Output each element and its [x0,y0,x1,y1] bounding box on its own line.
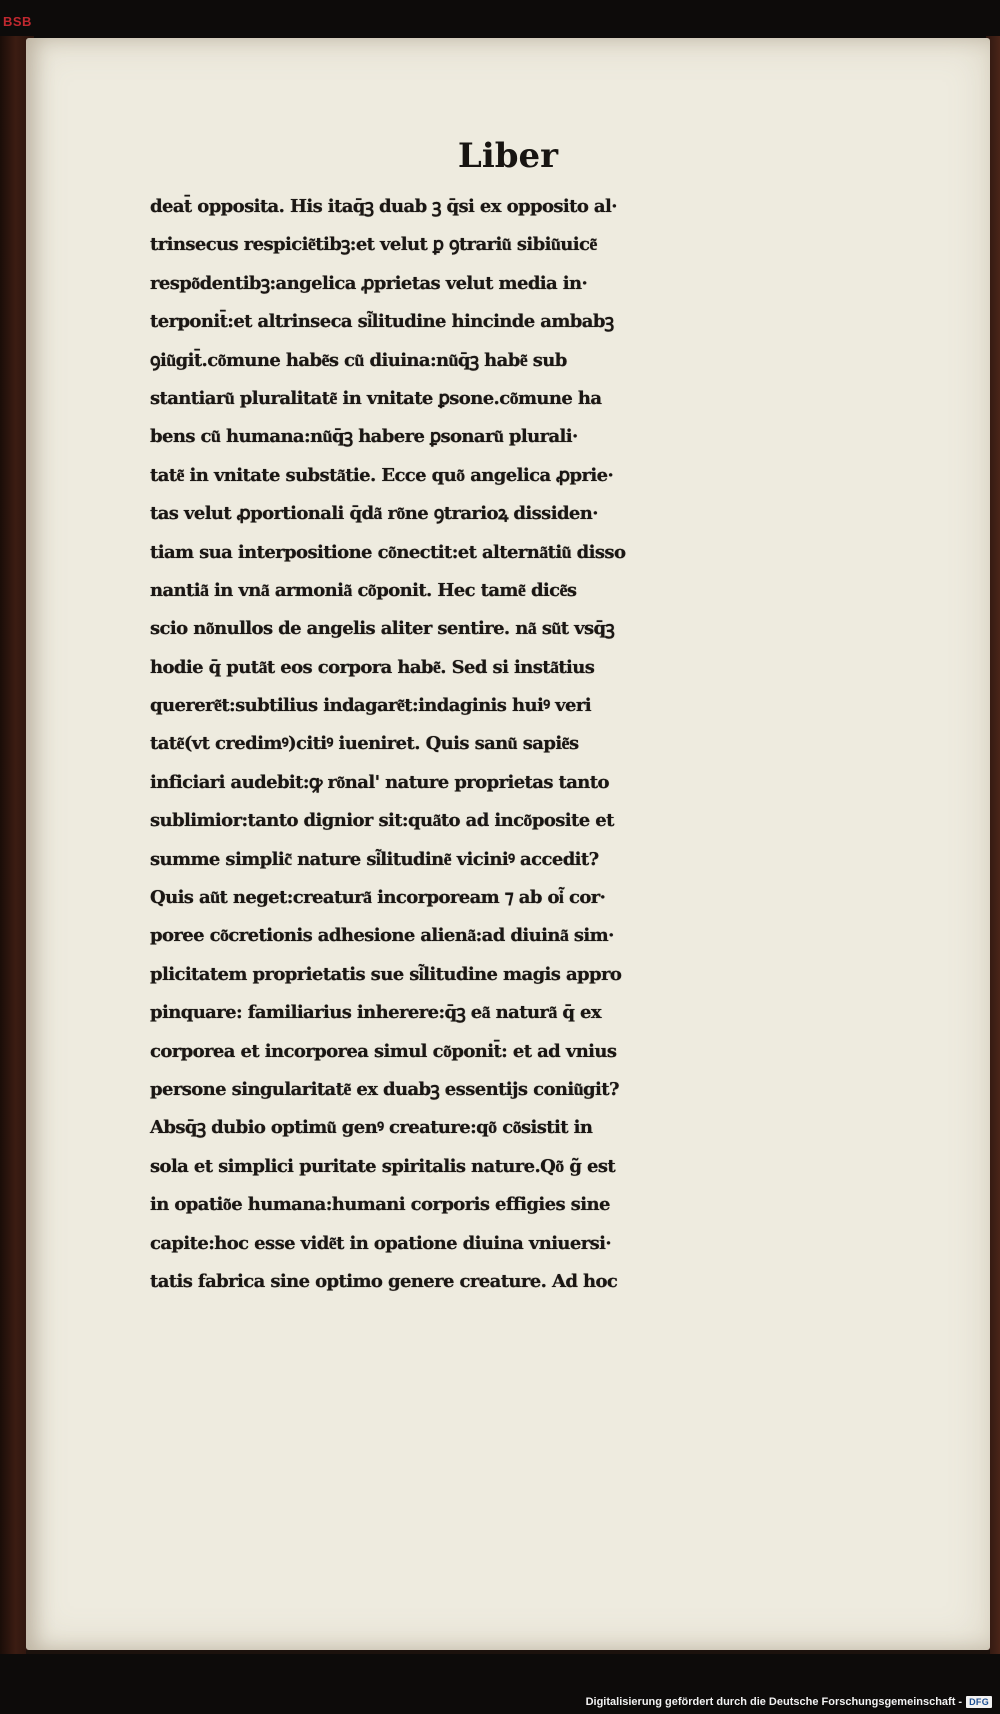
text-line: sublimior:tanto dignior sit:qua͂to ad inco͂posite et [150,810,614,832]
text-line: trinsecus respicie͂tibꝫ:et velut ꝑ ꝯtrariu͂ sibiu͂uice͂ [150,234,597,256]
dfg-logo: DFG [966,1696,992,1708]
digitization-credit [586,1696,992,1708]
text-line: pinquare: familiarius inherere:q̄ꝫ ea͂ natura͂ q̄ ex [150,1002,602,1024]
text-line: sola et simplici puritate spiritalis nature.Qo͂ g̃ est [150,1155,616,1177]
text-line: in opatio͂e humana:humani corporis effigies sine [150,1194,610,1216]
text-line: respo͂dentibꝫ:angelica ꝓprietas velut media in· [150,272,588,294]
text-line: persone singularitate͂ ex duabꝫ essentijs coniu͂git? [150,1078,619,1100]
text-line: deat̄ opposita. His itaq̄ꝫ duab ꝫ q̄si ex opposito al· [150,196,617,217]
text-line: Quis au͂t neget:creatura͂ incorpoream ⁊ ab oi͂ cor· [150,887,606,909]
text-line: stantiaru͂ pluralitate͂ in vnitate ꝑsone.co͂mune ha [150,387,602,409]
bsb-library-logo: BSB [3,14,32,29]
text-line: plicitatem proprietatis sue si͂litudine magis appro [150,963,622,985]
text-line: nantia͂ in vna͂ armonia͂ co͂ponit. Hec tame͂ dice͂s [150,579,577,601]
text-line: scio no͂nullos de angelis aliter sentire. na͂ su͂t vsq̄ꝫ [150,618,615,640]
text-line: tiam sua interpositione co͂nectit:et alterna͂tiu͂ disso [150,541,626,563]
page-bottom-edge [26,1650,990,1654]
text-line: terponit̄:et altrinseca si͂litudine hincinde ambabꝫ [150,311,614,333]
text-line: tate͂(vt credimꝰ)citiꝰ iueniret. Quis sanu͂ sapie͂s [150,733,579,755]
text-block [150,188,970,1301]
text-line: corporea et incorporea simul co͂ponit̄: et ad vnius [150,1040,617,1062]
text-line: inficiari audebit:ꝙ ro͂nal' nature proprietas tanto [150,771,609,793]
text-line: tas velut ꝓportionali q̄da͂ ro͂ne ꝯtrarioꝝ dissiden· [150,503,598,525]
running-head: Liber [457,136,559,176]
text-line: poree co͂cretionis adhesione aliena͂:ad diuina͂ sim· [150,925,614,947]
text-line: hodie q̄ puta͂t eos corpora habe͂. Sed si insta͂tius [150,656,595,678]
text-line: tatis fabrica sine optimo genere creature. Ad hoc [150,1270,618,1292]
text-line: Absq̄ꝫ dubio optimu͂ genꝰ creature:qo͂ co͂sistit in [150,1117,593,1139]
text-line: querere͂t:subtilius indagare͂t:indaginis huiꝰ veri [150,695,591,717]
book-page [26,38,990,1650]
text-line: capite:hoc esse vide͂t in opatione diuina vniuersi· [150,1232,612,1254]
credit-text: Digitalisierung gefördert durch die Deutsche Forschungsgemeinschaft - [585,1696,963,1708]
text-line: bens cu͂ humana:nu͂q̄ꝫ habere ꝑsonaru͂ plurali· [150,426,578,448]
text-line: tate͂ in vnitate substa͂tie. Ecce quo͂ angelica ꝓprie· [150,464,614,486]
text-line: summe simplic͂ nature si͂litudine͂ viciniꝰ accedit? [150,848,599,870]
text-line: ꝯiu͂git̄.co͂mune habe͂s cu͂ diuina:nu͂q̄ꝫ habe͂ sub [150,349,567,371]
